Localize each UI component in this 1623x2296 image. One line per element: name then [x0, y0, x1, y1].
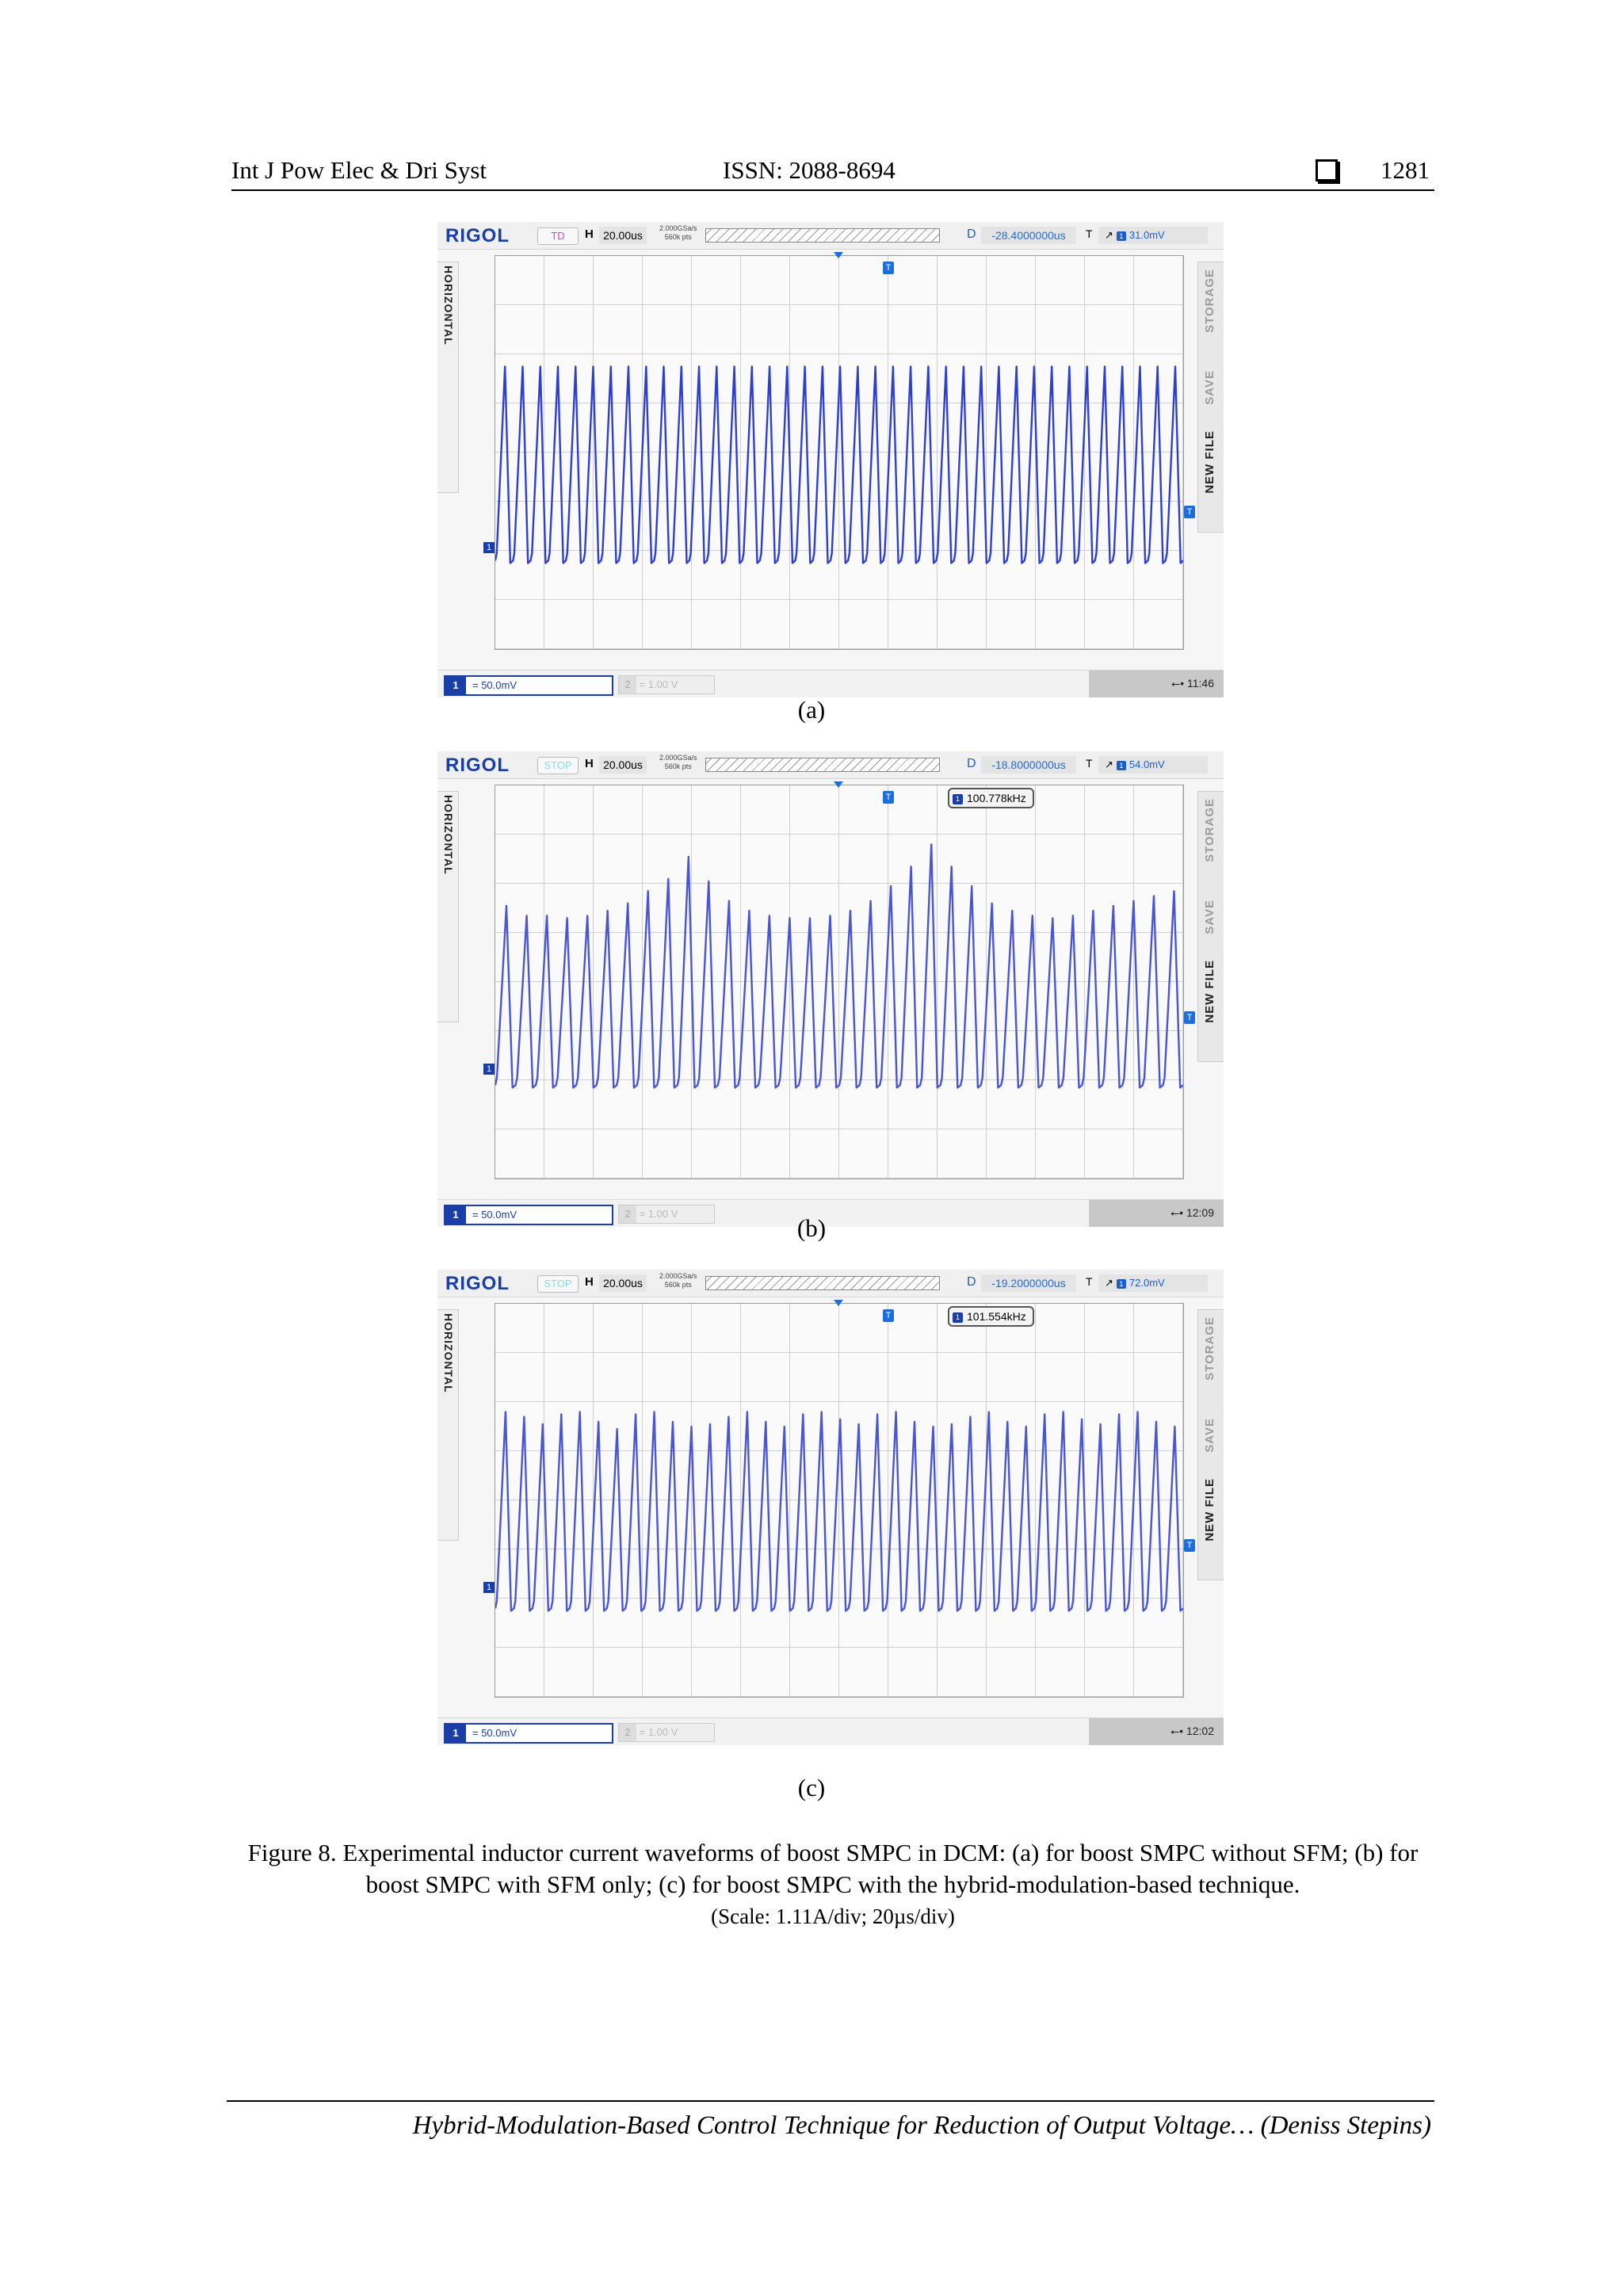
clock — [1171, 677, 1214, 690]
figure-caption-scale: (Scale: 1.11A/div; 20µs/div) — [711, 1904, 955, 1928]
storage-menu-label[interactable]: STORAGE — [1203, 269, 1216, 333]
footer-text: Hybrid-Modulation-Based Control Technique for Reduction of Output Voltage… (Deniss Stepins) — [412, 2111, 1431, 2140]
rising-edge-icon: ↗ — [1105, 1277, 1113, 1289]
panel-label-c: (c) — [797, 1774, 826, 1801]
memory-bar — [705, 1276, 940, 1290]
sample-info — [659, 1272, 697, 1289]
scope-top-bar — [437, 1270, 1224, 1297]
storage-menu-label[interactable]: STORAGE — [1203, 798, 1216, 862]
channel2-scale-value: = 1.00 V — [639, 1726, 678, 1738]
brand-logo: RIGOL — [445, 1273, 510, 1294]
channel2-number: 2 — [619, 676, 636, 693]
frequency-readout — [948, 1306, 1034, 1327]
running-footer — [227, 2100, 1434, 2140]
scope-bottom-bar — [437, 1717, 1224, 1745]
frequency-value: 100.778kHz — [967, 792, 1026, 804]
channel2-number: 2 — [619, 1205, 636, 1223]
clock-value: 12:09 — [1186, 1206, 1214, 1219]
channel1-scale-value: = 50.0mV — [472, 679, 517, 691]
channel1-icon: 1 — [953, 794, 963, 804]
run-mode-badge: STOP — [537, 1275, 579, 1293]
channel1-ground-marker: 1 — [483, 1582, 495, 1593]
new-file-menu-label[interactable]: NEW FILE — [1203, 430, 1216, 494]
channel1-scale[interactable] — [444, 1723, 613, 1744]
oscilloscope-panel-c — [437, 1270, 1224, 1745]
frequency-value: 101.554kHz — [967, 1310, 1026, 1323]
trigger-label: T — [1086, 227, 1093, 240]
usb-icon: ⭠• — [1171, 677, 1187, 690]
trigger-level-icon: T — [1184, 1539, 1195, 1552]
channel1-ground-marker: 1 — [483, 542, 495, 553]
trigger-position-marker — [834, 781, 843, 788]
trigger-level: 31.0mV — [1128, 229, 1165, 241]
channel1-scale-value: = 50.0mV — [472, 1209, 517, 1221]
delay-label: D — [967, 1275, 976, 1289]
save-menu-label[interactable]: SAVE — [1203, 900, 1216, 934]
clock-value: 12:02 — [1186, 1725, 1214, 1737]
waveform-trace — [495, 367, 1183, 563]
channel1-icon: 1 — [953, 1312, 963, 1323]
horizontal-label: H — [585, 227, 594, 241]
side-menu[interactable] — [1197, 791, 1224, 1062]
waveform-plot — [495, 785, 1183, 1179]
trigger-level: 54.0mV — [1128, 758, 1165, 770]
scope-bottom-bar — [437, 670, 1224, 697]
sample-rate: 2.000GSa/s — [659, 224, 697, 232]
trigger-info — [1098, 227, 1208, 244]
delay-label: D — [967, 757, 976, 770]
new-file-menu-label[interactable]: NEW FILE — [1203, 960, 1216, 1023]
horizontal-menu-label: HORIZONTAL — [442, 1313, 455, 1393]
horizontal-menu-tab[interactable] — [437, 1309, 459, 1541]
channel1-number: 1 — [445, 1206, 466, 1224]
page-number: 1281 — [1381, 156, 1430, 184]
brand-logo: RIGOL — [445, 225, 510, 246]
new-file-menu-label[interactable]: NEW FILE — [1203, 1478, 1216, 1541]
waveform-grid — [495, 785, 1184, 1179]
memory-depth: 560k pts — [664, 1281, 692, 1289]
sample-info — [659, 224, 697, 242]
trigger-marker-icon: T — [883, 1309, 894, 1322]
waveform-plot — [495, 256, 1183, 649]
figure-caption-text: Figure 8. Experimental inductor current waveforms of boost SMPC in DCM: (a) for boost SMPC without SFM; (b) for boost SMPC with SFM only; (c) for boost SMPC with the hybrid-modulation-based technique. — [247, 1839, 1419, 1898]
sample-rate: 2.000GSa/s — [659, 1272, 697, 1280]
brand-logo: RIGOL — [445, 755, 510, 776]
channel2-scale-value: = 1.00 V — [639, 1208, 678, 1220]
usb-icon: ⭠• — [1170, 1206, 1186, 1219]
channel2-scale[interactable] — [618, 1723, 715, 1742]
channel1-icon: 1 — [1117, 1279, 1126, 1289]
horizontal-label: H — [585, 1275, 594, 1289]
delay-value: -18.8000000us — [981, 756, 1076, 774]
waveform-grid — [495, 255, 1184, 650]
trigger-level-icon: T — [1184, 506, 1195, 518]
issn: ISSN: 2088-8694 — [723, 156, 896, 184]
memory-depth: 560k pts — [664, 762, 692, 770]
side-menu[interactable] — [1197, 262, 1224, 533]
memory-bar — [705, 228, 940, 243]
oscilloscope-panel-a — [437, 222, 1224, 697]
timebase-value: 20.00us — [599, 227, 647, 244]
channel1-number: 1 — [445, 677, 466, 694]
scope-top-bar — [437, 222, 1224, 250]
save-menu-label[interactable]: SAVE — [1203, 370, 1216, 405]
clock-value: 11:46 — [1187, 677, 1214, 690]
journal-name: Int J Pow Elec & Dri Syst — [231, 156, 487, 184]
figure-caption — [231, 1837, 1434, 1932]
trigger-info — [1098, 1274, 1208, 1292]
oscilloscope-panel-b — [437, 751, 1224, 1227]
channel1-ground-marker: 1 — [483, 1064, 495, 1075]
run-mode-badge: TD — [537, 227, 579, 245]
clock — [1170, 1725, 1214, 1738]
frequency-readout — [948, 788, 1034, 808]
run-mode-badge: STOP — [537, 757, 579, 774]
horizontal-menu-label: HORIZONTAL — [442, 795, 455, 875]
trigger-label: T — [1086, 757, 1093, 770]
usb-icon: ⭠• — [1170, 1725, 1186, 1737]
sample-rate: 2.000GSa/s — [659, 754, 697, 762]
waveform-trace — [495, 844, 1183, 1087]
side-menu[interactable] — [1197, 1309, 1224, 1580]
rising-edge-icon: ↗ — [1105, 229, 1113, 241]
waveform-trace — [495, 1412, 1183, 1610]
memory-depth: 560k pts — [664, 233, 692, 241]
panel-label-a: (a) — [797, 696, 826, 724]
delay-value: -28.4000000us — [981, 227, 1076, 244]
running-header — [231, 155, 1434, 191]
channel1-icon: 1 — [1117, 761, 1126, 770]
storage-menu-label[interactable]: STORAGE — [1203, 1316, 1216, 1381]
memory-bar — [705, 758, 940, 772]
rising-edge-icon: ↗ — [1105, 758, 1113, 770]
timebase-value: 20.00us — [599, 1274, 647, 1292]
sample-info — [659, 754, 697, 771]
square-bullet-icon — [1316, 159, 1338, 181]
channel1-icon: 1 — [1117, 231, 1126, 241]
trigger-info — [1098, 756, 1208, 774]
trigger-level: 72.0mV — [1128, 1277, 1165, 1289]
channel2-scale-value: = 1.00 V — [639, 678, 678, 690]
waveform-plot — [495, 1304, 1183, 1697]
channel1-scale[interactable] — [444, 675, 613, 696]
channel2-number: 2 — [619, 1724, 636, 1741]
timebase-value: 20.00us — [599, 756, 647, 774]
save-menu-label[interactable]: SAVE — [1203, 1418, 1216, 1453]
delay-value: -19.2000000us — [981, 1274, 1076, 1292]
horizontal-label: H — [585, 757, 594, 770]
trigger-position-marker — [834, 1300, 843, 1306]
horizontal-menu-tab[interactable] — [437, 262, 459, 493]
channel2-scale[interactable] — [618, 675, 715, 694]
channel1-scale-value: = 50.0mV — [472, 1727, 517, 1739]
delay-label: D — [967, 227, 976, 241]
panel-label-b: (b) — [796, 1214, 827, 1242]
channel1-number: 1 — [445, 1725, 466, 1742]
trigger-marker-icon: T — [883, 262, 894, 274]
horizontal-menu-tab[interactable] — [437, 791, 459, 1022]
horizontal-menu-label: HORIZONTAL — [442, 266, 455, 346]
trigger-marker-icon: T — [883, 791, 894, 804]
trigger-label: T — [1086, 1275, 1093, 1288]
trigger-position-marker — [834, 252, 843, 258]
trigger-level-icon: T — [1184, 1011, 1195, 1024]
scope-top-bar — [437, 751, 1224, 779]
waveform-grid — [495, 1303, 1184, 1698]
